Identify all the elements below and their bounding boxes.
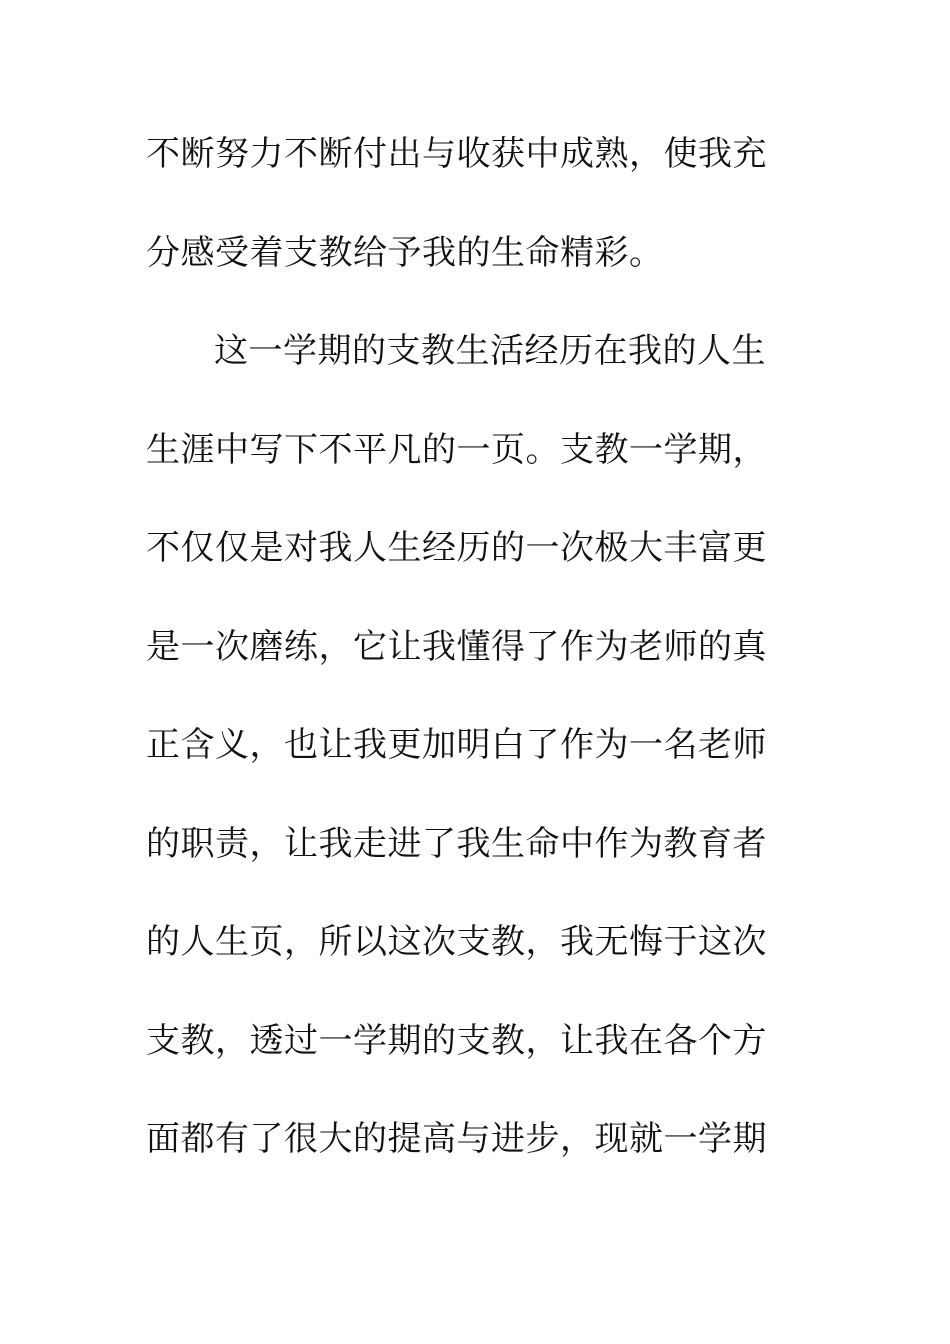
text-line-7: 正含义，也让我更加明白了作为一名老师 xyxy=(146,725,767,765)
text-line-3-paragraph-start: 这一学期的支教生活经历在我的人生 xyxy=(214,331,766,371)
text-line-1: 不断努力不断付出与收获中成熟，使我充 xyxy=(146,134,767,174)
body-text xyxy=(146,125,786,1209)
text-line-2: 分感受着支教给予我的生命精彩。 xyxy=(146,232,664,273)
text-line-10: 支教，透过一学期的支教，让我在各个方 xyxy=(146,1020,767,1061)
text-line-8: 的职责，让我走进了我生命中作为教育者 xyxy=(146,823,767,864)
text-line-9: 的人生页，所以这次支教，我无悔于这次 xyxy=(146,922,767,962)
text-line-5: 不仅仅是对我人生经历的一次极大丰富更 xyxy=(146,528,767,568)
text-line-11: 面都有了很大的提高与进步，现就一学期 xyxy=(146,1119,767,1159)
text-line-6: 是一次磨练，它让我懂得了作为老师的真 xyxy=(146,626,767,667)
text-line-4: 生涯中写下不平凡的一页。支教一学期， xyxy=(146,429,767,470)
